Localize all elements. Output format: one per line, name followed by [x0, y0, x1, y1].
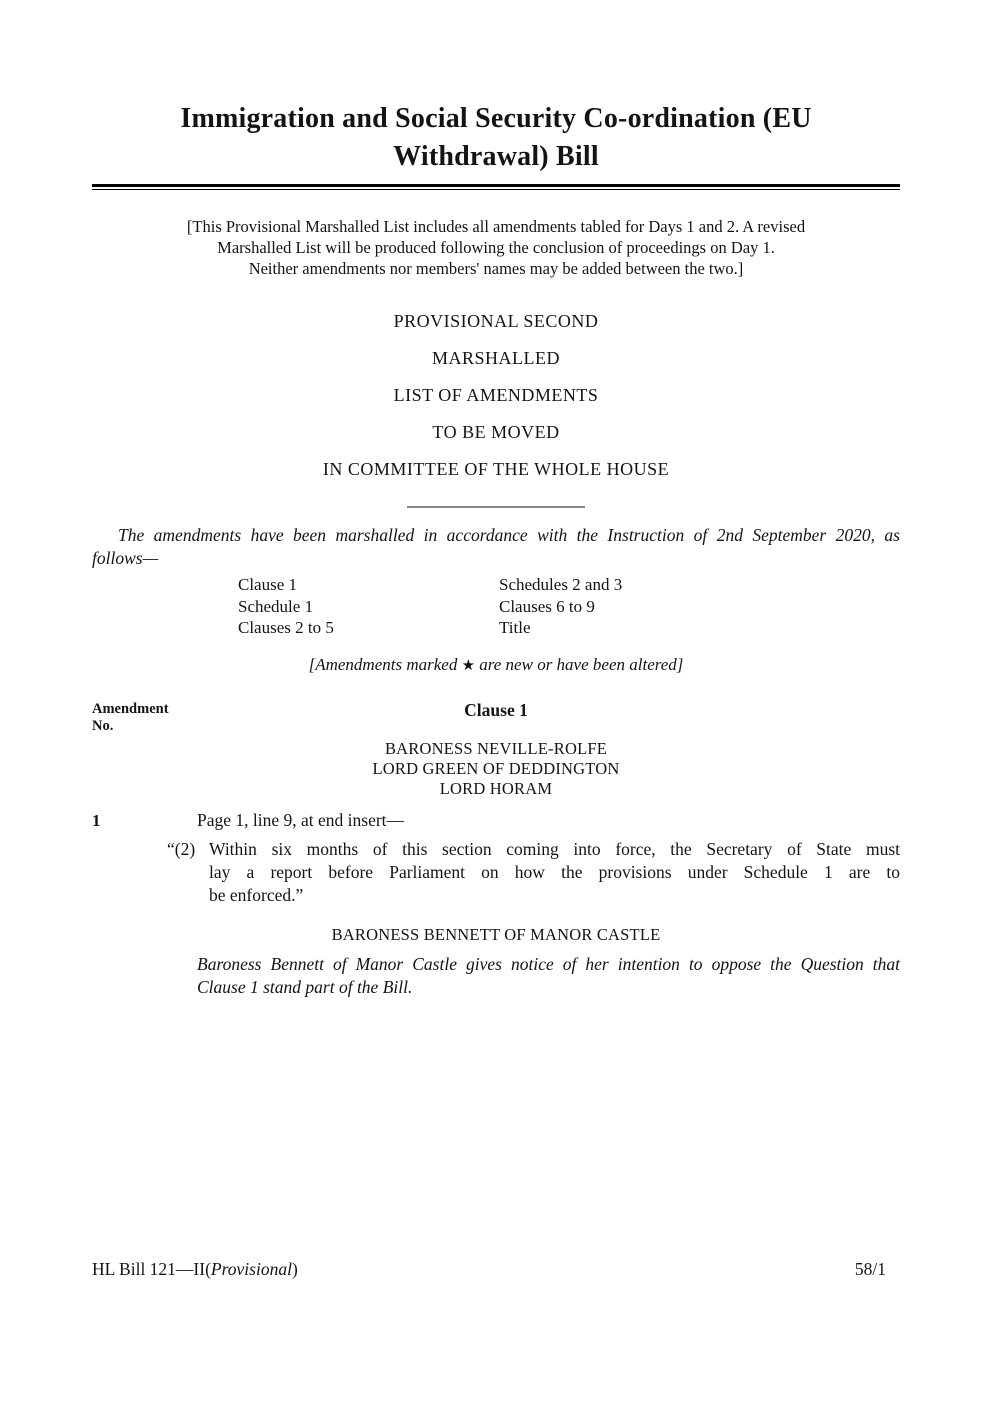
- star-note-prefix: [Amendments marked: [308, 654, 462, 674]
- insert-text: [209, 838, 900, 907]
- title-rule-thick: [92, 184, 900, 187]
- insert-text-line: be enforced.”: [209, 884, 304, 905]
- order-item: Clauses 2 to 5: [238, 618, 334, 637]
- page-number: 58/1: [854, 1259, 886, 1279]
- bill-reference-text: HL Bill 121—II(: [92, 1259, 211, 1279]
- bill-title-line-1: Immigration and Social Security Co-ordination (EU: [180, 103, 812, 134]
- heading-marshalled: MARSHALLED: [431, 348, 560, 368]
- opposition-notice: [197, 953, 900, 999]
- page-footer: [92, 1258, 900, 1280]
- heading-to-be-moved: TO BE MOVED: [432, 422, 560, 442]
- title-rule-thin: [92, 189, 900, 190]
- section-separator-rule: [407, 506, 585, 508]
- clause-header-row: [92, 699, 900, 735]
- sponsor-name: LORD GREEN OF DEDDINGTON: [372, 758, 620, 778]
- opposition-sponsor: BARONESS BENNETT OF MANOR CASTLE: [331, 924, 661, 944]
- amendment-body: [167, 809, 900, 907]
- sponsor-name: LORD HORAM: [439, 778, 553, 798]
- bill-reference-provisional: Provisional: [210, 1259, 292, 1279]
- clause-heading: Clause 1: [464, 699, 528, 720]
- bill-title-line-2: Withdrawal) Bill: [393, 141, 599, 172]
- heading-provisional-second: PROVISIONAL SECOND: [393, 311, 599, 331]
- opposition-notice-line: Clause 1 stand part of the Bill.: [197, 976, 413, 997]
- amendment-no-label: [92, 701, 169, 735]
- title-double-rule: [92, 184, 900, 190]
- marshalling-order: [92, 574, 900, 639]
- marshalling-intro-line: follows—: [92, 548, 159, 568]
- heading-list-of-amendments: LIST OF AMENDMENTS: [393, 385, 599, 405]
- amendment-insert-block: [167, 838, 900, 907]
- bill-reference: [92, 1258, 298, 1280]
- order-item: Clauses 6 to 9: [499, 596, 595, 616]
- insert-text-line: Within six months of this section coming into force, the Secretary of State must: [209, 838, 900, 859]
- amendment-no-label-line: No.: [92, 717, 114, 734]
- order-item: Schedule 1: [238, 596, 314, 616]
- order-item: Schedules 2 and 3: [499, 575, 623, 594]
- star-icon: ★: [461, 657, 476, 674]
- marshalling-intro-line: The amendments have been marshalled in accordance with the Instruction of 2nd September 2020, as: [118, 525, 900, 545]
- amendment-no-label-line: Amendment: [92, 700, 169, 717]
- star-note: [92, 655, 900, 675]
- order-item: Title: [499, 618, 531, 637]
- provisional-note-line: Neither amendments nor members' names may be added between the two.]: [248, 259, 744, 278]
- insert-text-line: lay a report before Parliament on how the provisions under Schedule 1 are to: [209, 861, 900, 882]
- provisional-note-line: [This Provisional Marshalled List includes all amendments tabled for Days 1 and 2. A revised: [186, 217, 806, 236]
- order-item: Clause 1: [238, 575, 298, 594]
- order-column-right: [499, 574, 622, 639]
- amendment-lead-in: Page 1, line 9, at end insert—: [197, 809, 405, 830]
- list-headings: [92, 303, 900, 488]
- bill-title: [92, 100, 900, 176]
- sponsor-list: [92, 739, 900, 799]
- heading-committee: IN COMMITTEE OF THE WHOLE HOUSE: [322, 459, 670, 479]
- opposition-notice-line: Baroness Bennett of Manor Castle gives notice of her intention to oppose the Question that: [197, 953, 900, 974]
- marshalling-intro: [92, 524, 900, 570]
- sponsor-name: BARONESS NEVILLE-ROLFE: [384, 738, 608, 758]
- amendment-1: [92, 809, 900, 907]
- bill-reference-close: ): [291, 1259, 298, 1279]
- provisional-note-line: Marshalled List will be produced following the conclusion of proceedings on Day 1.: [217, 238, 775, 257]
- insert-subsection-marker: “(2): [167, 838, 196, 859]
- order-column-left: [238, 574, 499, 639]
- star-note-suffix: are new or have been altered]: [475, 654, 684, 674]
- amendment-number: 1: [92, 810, 101, 830]
- provisional-note: [92, 216, 900, 279]
